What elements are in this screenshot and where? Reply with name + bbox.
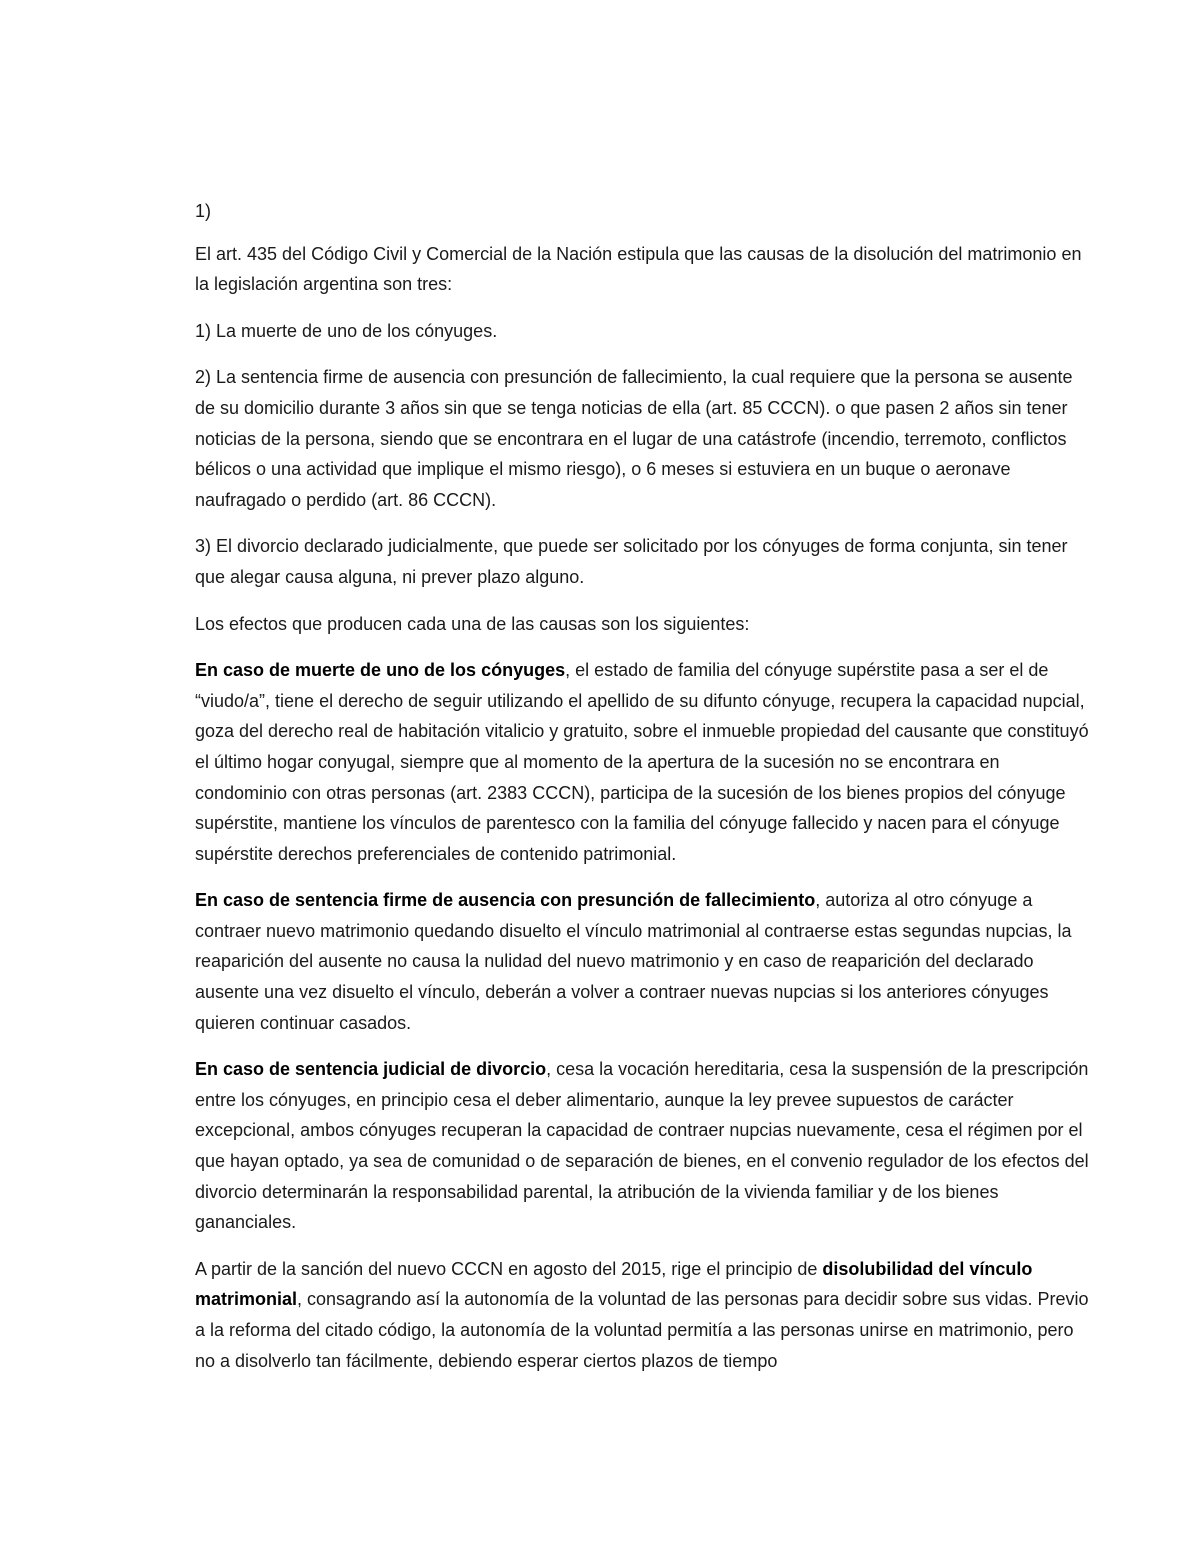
reform-principle: disolubilidad del vínculo matrimonial: [195, 1258, 1033, 1310]
paragraph-cause-1: 1) La muerte de uno de los cónyuges.: [195, 320, 498, 341]
paragraph-absence-effects: [195, 885, 1095, 1038]
paragraph-death-effects: [195, 655, 1095, 869]
absence-effects-text: , autoriza al otro cónyuge a contraer nuevo matrimonio quedando disuelto el vínculo matrimonial al contraerse estas segundas nupcias, la reaparición del ausente no causa la nulidad del nuevo matrimonio y en caso de reaparición del declarado ausente una vez disuelto el vínculo, deberán a volver a contraer nuevas nupcias si los anteriores cónyuges quieren continuar casados.: [195, 890, 1072, 1033]
absence-effects-lead: En caso de sentencia firme de ausencia con presunción de fallecimiento: [195, 890, 816, 911]
section-number: 1): [195, 201, 212, 221]
death-effects-text: , el estado de familia del cónyuge supérstite pasa a ser el de “viudo/a”, tiene el derecho de seguir utilizando el apellido de su difunto cónyuge, recupera la capacidad nupcial, goza del derecho real de habitación vitalicio y gratuito, sobre el inmueble propiedad del causante que constituyó el último hogar conyugal, siempre que al momento de la apertura de la sucesión no se encontrara en condominio con otras personas (art. 2383 CCCN), participa de la sucesión de los bienes propios del cónyuge supérstite, mantiene los vínculos de parentesco con la familia del cónyuge fallecido y nacen para el cónyuge supérstite derechos preferenciales de contenido patrimonial.: [195, 660, 1089, 864]
reform-text-rest: , consagrando así la autonomía de la voluntad de las personas para decidir sobre sus vidas. Previo a la reforma del citado código, la autonomía de la voluntad permitía a las personas unirse en matrimonio, pero no a disolverlo tan fácilmente, debiendo esperar ciertos plazos de tiempo: [195, 1289, 1089, 1371]
paragraph-effects-intro: Los efectos que producen cada una de las causas son los siguientes:: [195, 613, 750, 634]
death-effects-lead: En caso de muerte de uno de los cónyuges: [195, 660, 566, 681]
reform-text-start: A partir de la sanción del nuevo CCCN en agosto del 2015, rige el principio de: [195, 1258, 823, 1279]
document-body: [195, 196, 1095, 1392]
paragraph-cause-3: 3) El divorcio declarado judicialmente, que puede ser solicitado por los cónyuges de forma conjunta, sin tener que alegar causa alguna, ni prever plazo alguno.: [195, 536, 1068, 587]
divorce-effects-text: , cesa la vocación hereditaria, cesa la suspensión de la prescripción entre los cónyuges, en principio cesa el deber alimentario, aunque la ley prevee supuestos de carácter excepcional, ambos cónyuges recuperan la capacidad de contraer nupcias nuevamente, cesa el régimen por el que hayan optado, ya sea de comunidad o de separación de bienes, en el convenio regulador de los efectos del divorcio determinarán la responsabilidad parental, la atribución de la vivienda familiar y de los bienes gananciales.: [195, 1059, 1089, 1233]
paragraph-intro: El art. 435 del Código Civil y Comercial de la Nación estipula que las causas de la disolución del matrimonio en la legislación argentina son tres:: [195, 243, 1082, 295]
divorce-effects-lead: En caso de sentencia judicial de divorcio: [195, 1059, 547, 1080]
paragraph-cause-2: 2) La sentencia firme de ausencia con presunción de fallecimiento, la cual requiere que la persona se ausente de su domicilio durante 3 años sin que se tenga noticias de ella (art. 85 CCCN). o que pasen 2 años sin tener noticias de la persona, siendo que se encontrara en el lugar de una catástrofe (incendio, terremoto, conflictos bélicos o una actividad que implique el mismo riesgo), o 6 meses si estuviera en un buque o aeronave naufragado o perdido (art. 86 CCCN).: [195, 367, 1073, 510]
paragraph-divorce-effects: [195, 1054, 1095, 1238]
paragraph-reform: [195, 1254, 1095, 1376]
